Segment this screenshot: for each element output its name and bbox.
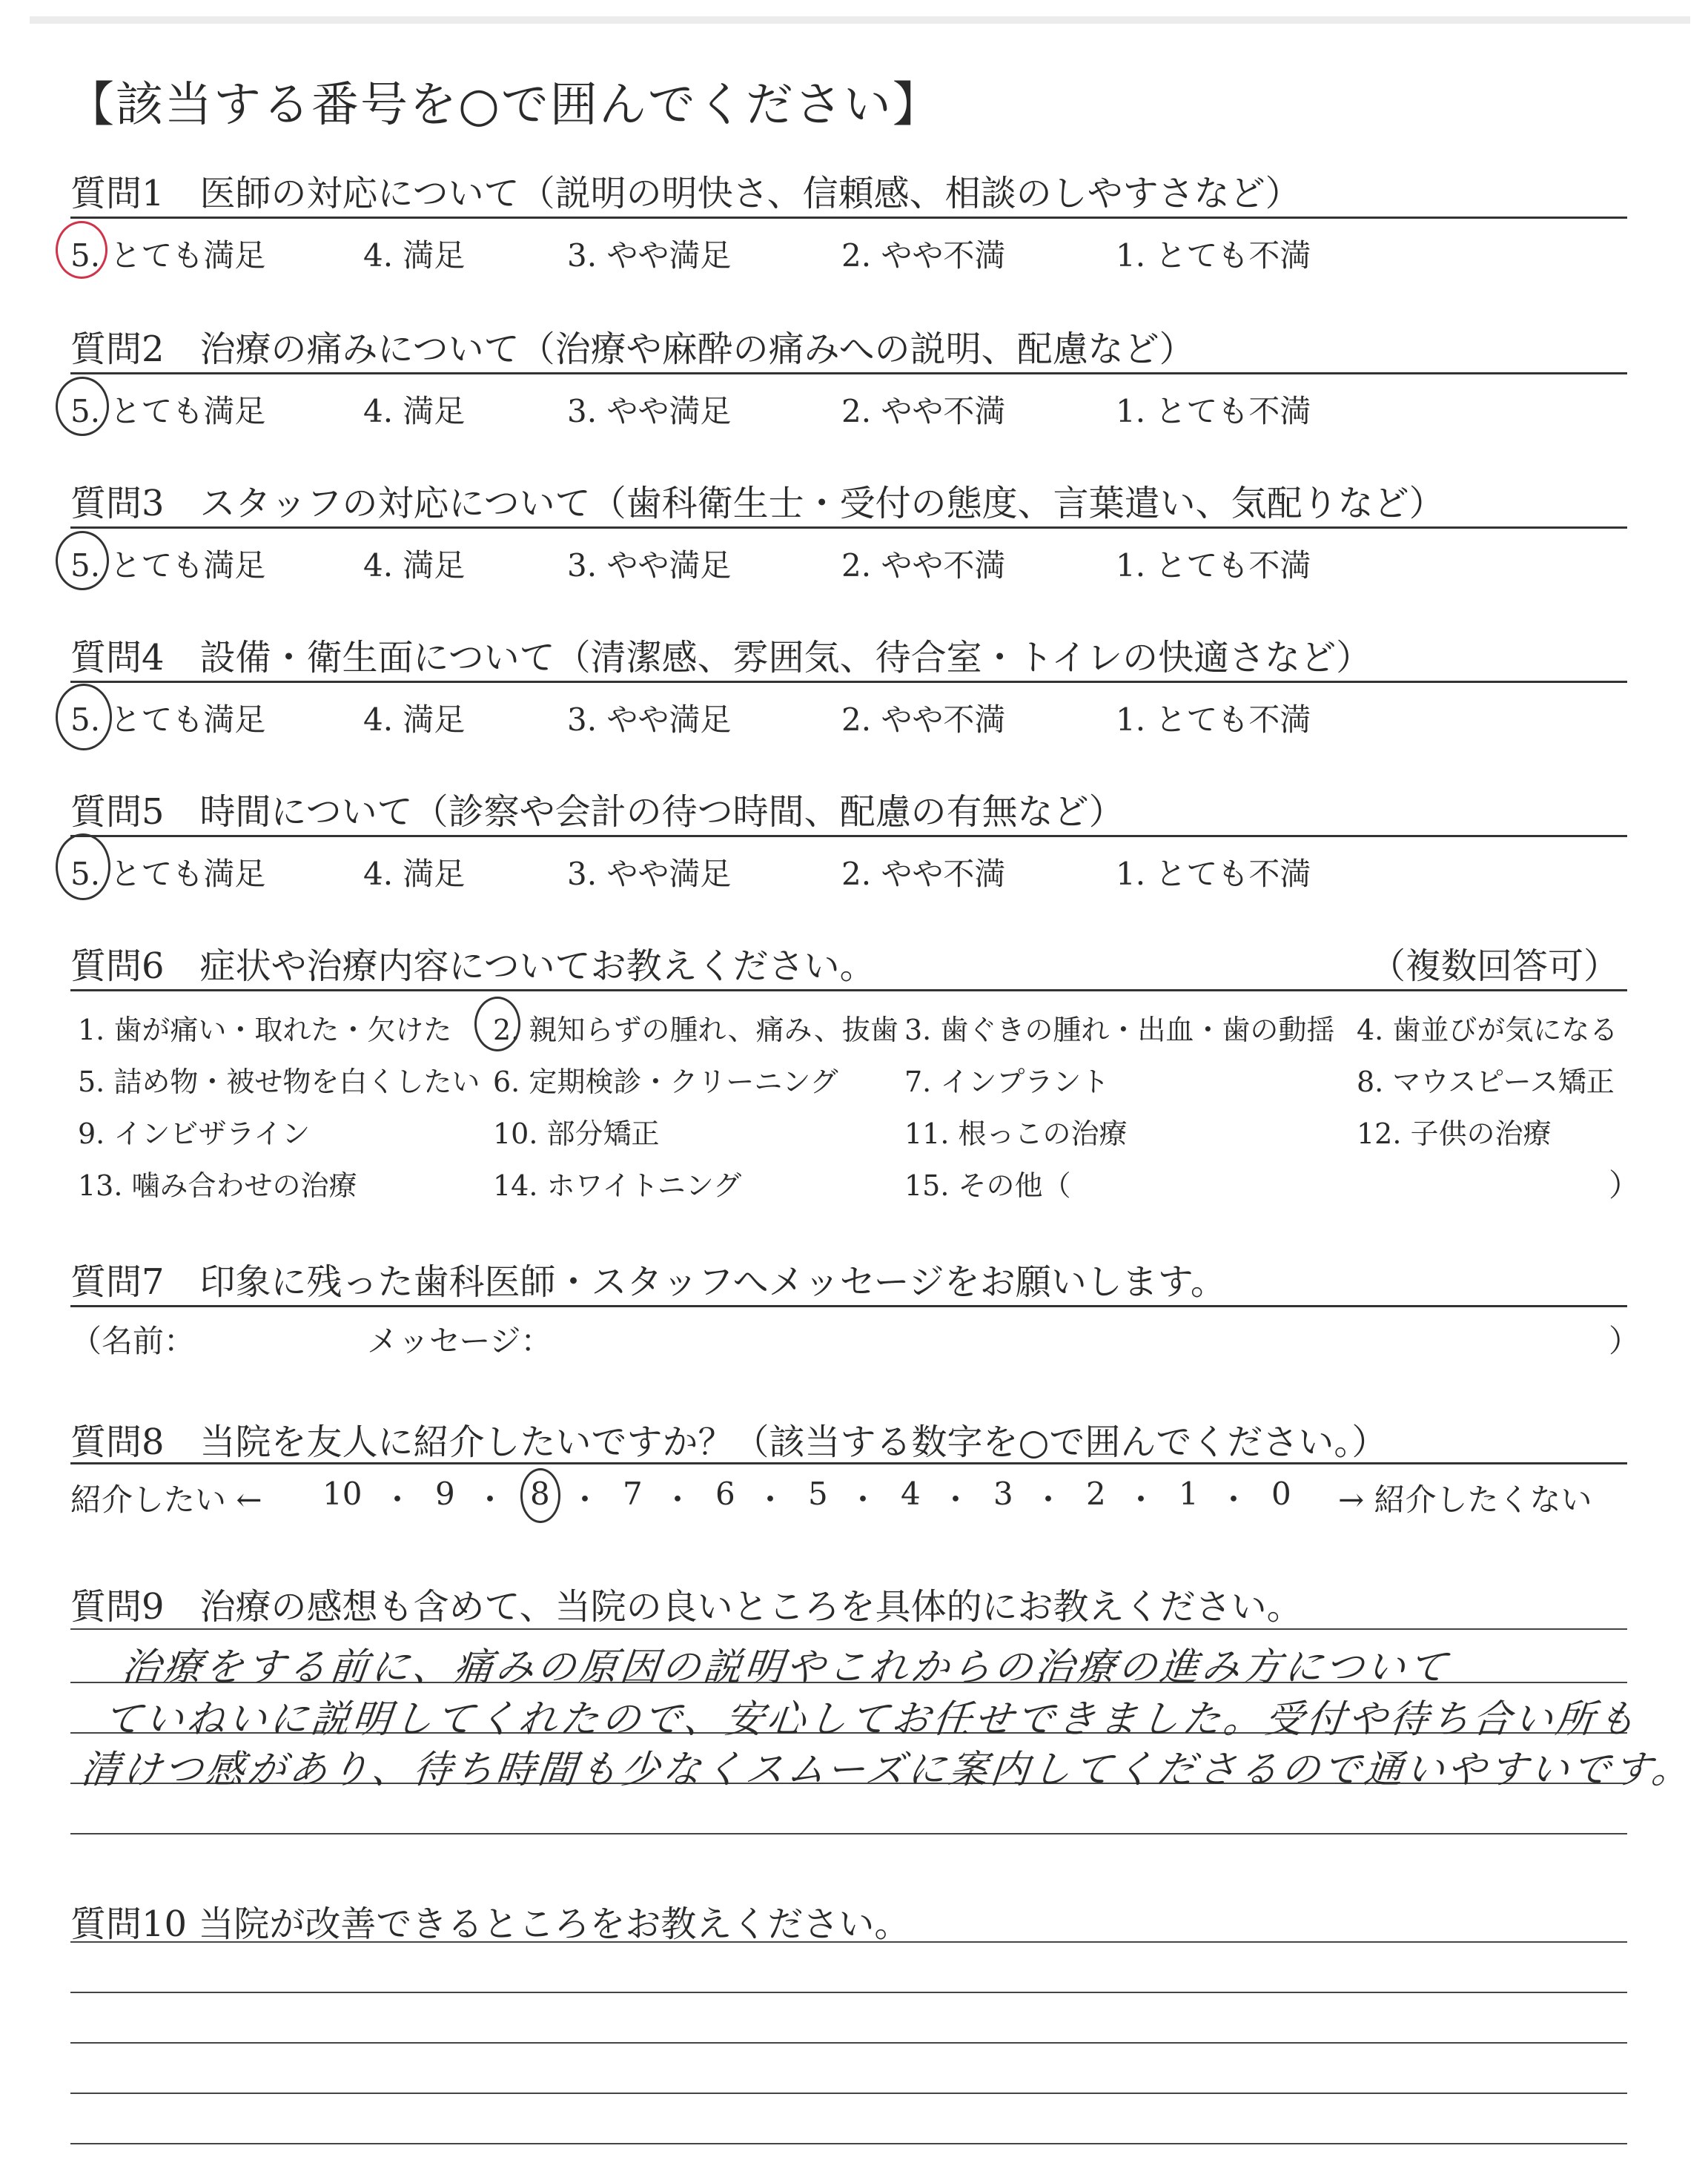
q10-line-1	[70, 1941, 1627, 1943]
question-5-rule	[70, 835, 1627, 837]
q8-scale-3[interactable]: 3	[993, 1476, 1013, 1512]
question-7-rule	[70, 1305, 1627, 1307]
q5-option-1[interactable]: 1. とても不満	[1116, 856, 1311, 892]
q3-option-4[interactable]: 4. 満足	[363, 547, 466, 584]
q8-scale-4[interactable]: 4	[901, 1476, 921, 1512]
q5-option-2[interactable]: 2. やや不満	[841, 856, 1006, 892]
q6-item-6[interactable]: 6. 定期検診・クリーニング	[493, 1066, 838, 1098]
q6-item-14[interactable]: 14. ホワイトニング	[493, 1169, 742, 1202]
q8-scale-dot: ・	[569, 1482, 601, 1518]
q6-item-5[interactable]: 5. 詰め物・被せ物を白くしたい	[78, 1066, 480, 1098]
q5-option-3[interactable]: 3. やや満足	[567, 856, 732, 892]
q6-item-8[interactable]: 8. マウスピース矯正	[1357, 1066, 1615, 1098]
q2-option-5[interactable]: 5. とても満足	[70, 393, 266, 429]
q8-scale-5[interactable]: 5	[808, 1476, 828, 1512]
q7-close-paren: ）	[1609, 1323, 1641, 1359]
q6-item-3[interactable]: 3. 歯ぐきの腫れ・出血・歯の動揺	[904, 1014, 1335, 1046]
q5-option-5[interactable]: 5. とても満足	[70, 856, 266, 892]
q3-option-1[interactable]: 1. とても不満	[1116, 547, 1311, 584]
question-2-label: 質問2 治療の痛みについて（治療や麻酔の痛みへの説明、配慮など）	[70, 328, 1195, 370]
question-9-label: 質問9 治療の感想も含めて、当院の良いところを具体的にお教えください。	[70, 1586, 1302, 1628]
q8-scale-8[interactable]: 8	[530, 1476, 550, 1512]
q3-selection-circle	[56, 531, 109, 590]
q3-option-2[interactable]: 2. やや不満	[841, 547, 1006, 584]
q7-message-label: メッセージ：	[367, 1323, 552, 1359]
q7-name-label: （名前：	[70, 1323, 196, 1359]
q6-item-12[interactable]: 12. 子供の治療	[1357, 1117, 1552, 1150]
q4-option-1[interactable]: 1. とても不満	[1116, 701, 1311, 738]
question-6-multiple-note: （複数回答可）	[1369, 945, 1619, 987]
question-1-label: 質問1 医師の対応について（説明の明快さ、信頼感、相談のしやすさなど）	[70, 173, 1301, 214]
q1-option-1: 1. とても不満	[1116, 237, 1311, 274]
q5-selection-circle	[56, 833, 110, 900]
q8-scale-dot: ・	[1033, 1482, 1065, 1518]
q8-scale-dot: ・	[1218, 1482, 1250, 1518]
q8-scale-dot: ・	[755, 1482, 787, 1518]
q8-scale-6[interactable]: 6	[715, 1476, 735, 1512]
q3-option-5[interactable]: 5. とても満足	[70, 547, 266, 584]
q4-option-3[interactable]: 3. やや満足	[567, 701, 732, 738]
question-1-rule	[70, 217, 1627, 219]
q6-item-13[interactable]: 13. 噛み合わせの治療	[78, 1169, 357, 1202]
q9-answer-line-2: ていねいに説明してくれたので、安心してお任せできました。受付や待ち合い所も	[101, 1697, 1641, 1742]
q2-option-3[interactable]: 3. やや満足	[567, 393, 732, 429]
q6-item-15[interactable]: 15. その他（	[904, 1169, 1071, 1202]
q8-selection-circle	[520, 1468, 560, 1523]
question-4-options	[70, 696, 1627, 737]
q8-scale-dot: ・	[382, 1482, 414, 1518]
q1-option-4[interactable]: 4. 満足	[363, 237, 466, 274]
q6-selection-circle	[474, 997, 520, 1051]
question-3-rule	[70, 526, 1627, 529]
question-5-label: 質問5 時間について（診察や会計の待つ時間、配慮の有無など）	[70, 791, 1125, 833]
q9-line-1	[70, 1628, 1627, 1630]
question-8-rule	[70, 1462, 1627, 1464]
q1-selection-circle	[56, 221, 107, 279]
q9-line-5	[70, 1833, 1627, 1834]
page-title: 【該当する番号を○で囲んでください】	[67, 78, 941, 133]
q4-option-5[interactable]: 5. とても満足	[70, 701, 266, 738]
q8-scale-1[interactable]: 1	[1179, 1476, 1199, 1512]
q6-other-close-paren: ）	[1609, 1167, 1641, 1203]
q8-scale-7[interactable]: 7	[623, 1476, 643, 1512]
q8-scale-dot: ・	[662, 1482, 694, 1518]
q6-item-7[interactable]: 7. インプラント	[904, 1066, 1110, 1098]
question-6-label: 質問6 症状や治療内容についてお教えください。	[70, 945, 875, 987]
question-2-rule	[70, 372, 1627, 374]
q10-line-4	[70, 2093, 1627, 2094]
question-10-label: 質問10 当院が改善できるところをお教えください。	[70, 1903, 910, 1945]
q9-answer-line-3: 清けつ感があり、待ち時間も少なくスムーズに案内してくださるので通いやすいです。	[79, 1748, 1696, 1792]
q6-item-4[interactable]: 4. 歯並びが気になる	[1357, 1014, 1618, 1046]
question-4-rule	[70, 681, 1627, 683]
q8-right-label: → 紹介したくない	[1338, 1482, 1592, 1518]
q2-option-1[interactable]: 1. とても不満	[1116, 393, 1311, 429]
question-6-rule	[70, 989, 1627, 991]
q6-item-2[interactable]: 2. 親知らずの腫れ、痛み、抜歯	[493, 1014, 898, 1046]
q10-line-3	[70, 2042, 1627, 2044]
question-2-options	[70, 387, 1627, 429]
question-5-options	[70, 850, 1627, 891]
q4-selection-circle	[56, 684, 112, 750]
q2-option-4[interactable]: 4. 満足	[363, 393, 466, 429]
q8-scale-10[interactable]: 10	[322, 1476, 363, 1512]
q2-selection-circle	[56, 377, 109, 436]
q2-option-2[interactable]: 2. やや不満	[841, 393, 1006, 429]
question-3-options	[70, 541, 1627, 583]
q9-answer-line-1: 治療をする前に、痛みの原因の説明やこれからの治療の進み方について	[119, 1645, 1452, 1690]
q5-option-4[interactable]: 4. 満足	[363, 856, 466, 892]
q4-option-4[interactable]: 4. 満足	[363, 701, 466, 738]
q6-item-10[interactable]: 10. 部分矯正	[493, 1117, 660, 1150]
question-4-label: 質問4 設備・衛生面について（清潔感、雰囲気、待合室・トイレの快適さなど）	[70, 637, 1372, 678]
q6-item-9[interactable]: 9. インビザライン	[78, 1117, 311, 1150]
q3-option-3[interactable]: 3. やや満足	[567, 547, 732, 584]
q8-scale-dot: ・	[940, 1482, 972, 1518]
q1-option-3[interactable]: 3. やや満足	[567, 237, 732, 274]
question-3-label: 質問3 スタッフの対応について（歯科衛生士・受付の態度、言葉遣い、気配りなど）	[70, 483, 1445, 524]
question-8-label: 質問8 当院を友人に紹介したいですか？（該当する数字を○で囲んでください。）	[70, 1421, 1388, 1463]
q1-option-2[interactable]: 2. やや不満	[841, 237, 1006, 274]
q6-item-1[interactable]: 1. 歯が痛い・取れた・欠けた	[78, 1014, 452, 1046]
page-top-edge	[30, 16, 1690, 24]
q8-scale-9[interactable]: 9	[435, 1476, 455, 1512]
question-1-options	[70, 231, 1627, 273]
q1-option-5[interactable]: 5. とても満足	[70, 237, 266, 274]
q6-item-11[interactable]: 11. 根っこの治療	[904, 1117, 1128, 1150]
q8-scale-0[interactable]: 0	[1271, 1476, 1291, 1512]
q8-scale-2[interactable]: 2	[1086, 1476, 1106, 1512]
q8-scale-dot: ・	[474, 1482, 506, 1518]
q8-scale	[70, 1476, 1627, 1520]
question-7-label: 質問7 印象に残った歯科医師・スタッフへメッセージをお願いします。	[70, 1261, 1226, 1303]
q10-line-5	[70, 2143, 1627, 2144]
q4-option-2[interactable]: 2. やや不満	[841, 701, 1006, 738]
q8-scale-dot: ・	[1125, 1482, 1157, 1518]
q8-left-label: 紹介したい ←	[70, 1482, 262, 1518]
q10-line-2	[70, 1992, 1627, 1993]
q8-scale-dot: ・	[847, 1482, 879, 1518]
